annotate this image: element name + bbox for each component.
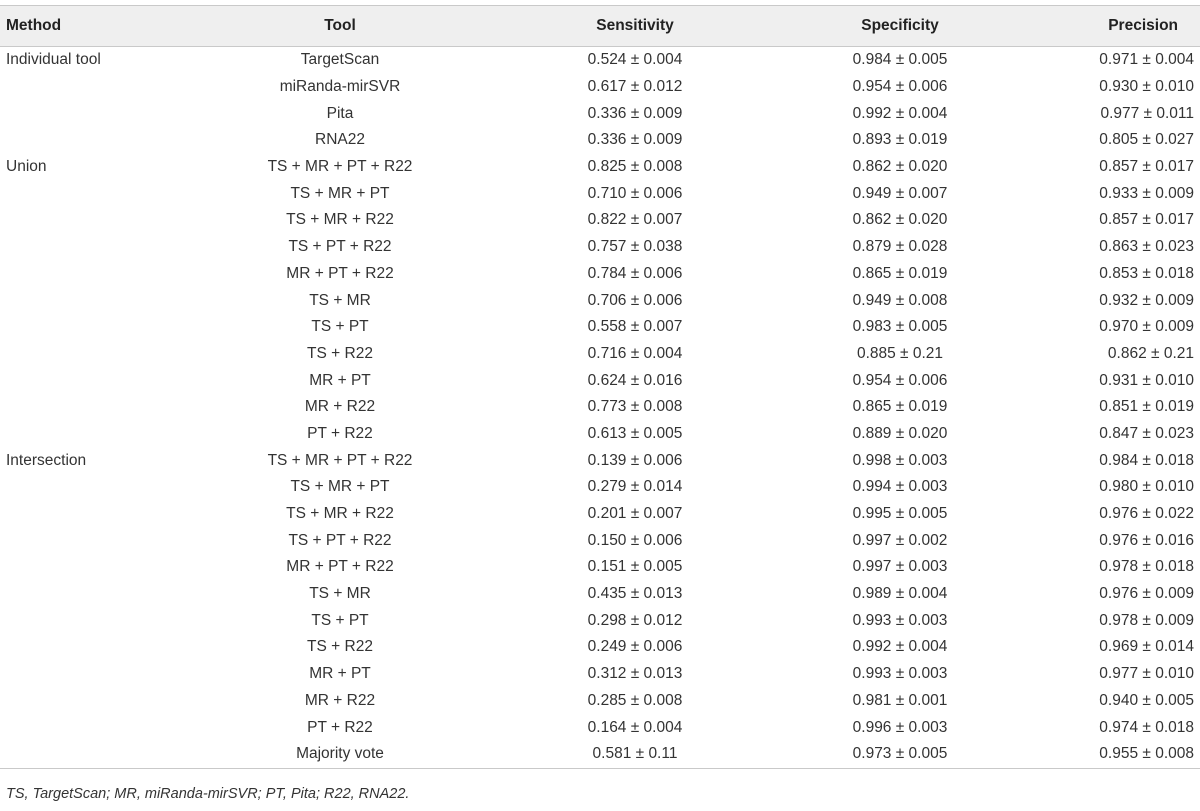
table-row <box>0 447 1200 474</box>
method-cell <box>0 127 180 154</box>
tool-cell: PT + R22 <box>307 424 373 442</box>
precision-cell: 0.931 ± 0.010 <box>1099 371 1194 389</box>
method-cell <box>0 474 180 501</box>
tool-cell: TS + MR + R22 <box>286 211 394 229</box>
method-cell <box>0 501 180 528</box>
precision-cell: 0.930 ± 0.010 <box>1099 78 1194 96</box>
sensitivity-cell: 0.773 ± 0.008 <box>587 398 683 416</box>
table-row <box>0 367 1200 394</box>
sensitivity-cell: 0.581 ± 0.11 <box>500 741 740 768</box>
table-row <box>0 74 1200 101</box>
precision-cell: 0.984 ± 0.018 <box>1099 451 1194 469</box>
table-row <box>0 741 1200 768</box>
table-footnote: TS, TargetScan; MR, miRanda-mirSVR; PT, Pita; R22, RNA22. <box>6 786 410 802</box>
specificity-cell: 0.954 ± 0.006 <box>852 78 948 96</box>
precision-cell: 0.978 ± 0.018 <box>1099 558 1194 576</box>
specificity-cell: 0.993 ± 0.003 <box>852 611 948 629</box>
tool-cell: TS + MR <box>309 291 371 309</box>
tool-cell: Pita <box>326 104 354 122</box>
precision-cell: 0.940 ± 0.005 <box>1099 691 1194 709</box>
precision-cell: 0.857 ± 0.017 <box>1099 211 1194 229</box>
sensitivity-cell: 0.558 ± 0.007 <box>587 318 683 336</box>
method-cell <box>0 261 180 288</box>
table-row <box>0 47 1200 74</box>
method-cell <box>0 314 180 341</box>
method-cell <box>0 394 180 421</box>
specificity-cell: 0.984 ± 0.005 <box>852 51 948 69</box>
precision-cell: 0.971 ± 0.004 <box>1099 51 1194 69</box>
sensitivity-cell: 0.139 ± 0.006 <box>587 451 683 469</box>
sensitivity-cell: 0.716 ± 0.004 <box>587 344 683 362</box>
method-cell: Union <box>6 158 47 176</box>
sensitivity-cell: 0.757 ± 0.038 <box>587 238 683 256</box>
sensitivity-cell: 0.279 ± 0.014 <box>587 478 683 496</box>
method-cell <box>0 688 180 715</box>
tool-cell: TS + MR <box>309 585 371 603</box>
tool-cell: TS + R22 <box>307 638 373 656</box>
tool-cell: TS + MR + PT <box>290 478 390 496</box>
table-row <box>0 501 1200 528</box>
table-row <box>0 634 1200 661</box>
tool-cell: TS + MR + PT + R22 <box>267 451 413 469</box>
tool-cell: MR + PT + R22 <box>286 264 394 282</box>
precision-cell: 0.862 ± 0.21 <box>1107 344 1194 362</box>
method-cell <box>0 527 180 554</box>
sensitivity-cell: 0.336 ± 0.009 <box>587 104 683 122</box>
precision-cell: 0.805 ± 0.027 <box>1099 131 1194 149</box>
method-cell <box>0 634 180 661</box>
table-row <box>0 394 1200 421</box>
header-tool: Tool <box>324 17 356 34</box>
table-row <box>0 207 1200 234</box>
tool-cell: RNA22 <box>315 131 365 149</box>
specificity-cell: 0.998 ± 0.003 <box>852 451 948 469</box>
method-cell <box>0 234 180 261</box>
tool-cell: TS + MR + PT + R22 <box>267 158 413 176</box>
method-cell <box>0 661 180 688</box>
tool-cell: TS + PT <box>311 611 369 629</box>
method-cell <box>0 421 180 448</box>
method-cell <box>0 581 180 608</box>
table-row <box>0 607 1200 634</box>
sensitivity-cell: 0.706 ± 0.006 <box>587 291 683 309</box>
specificity-cell: 0.983 ± 0.005 <box>852 318 948 336</box>
precision-cell: 0.932 ± 0.009 <box>1099 291 1194 309</box>
tool-cell: TS + MR + PT <box>290 184 390 202</box>
table-row <box>0 100 1200 127</box>
header-row <box>0 6 1200 47</box>
sensitivity-cell: 0.150 ± 0.006 <box>587 531 683 549</box>
tool-cell: PT + R22 <box>307 718 373 736</box>
header-specificity: Specificity <box>861 17 939 34</box>
method-cell: Intersection <box>6 451 87 469</box>
header-sensitivity: Sensitivity <box>596 17 674 34</box>
tool-cell: TS + PT + R22 <box>288 238 392 256</box>
precision-cell: 0.974 ± 0.018 <box>1099 718 1194 736</box>
table-row <box>0 127 1200 154</box>
sensitivity-cell: 0.825 ± 0.008 <box>587 158 683 176</box>
tool-cell: TS + MR + R22 <box>286 505 394 523</box>
specificity-cell: 0.992 ± 0.004 <box>852 638 948 656</box>
specificity-cell: 0.973 ± 0.005 <box>740 741 1020 768</box>
method-cell <box>0 607 180 634</box>
specificity-cell: 0.879 ± 0.028 <box>852 238 948 256</box>
method-cell <box>0 287 180 314</box>
table-row <box>0 180 1200 207</box>
precision-cell: 0.863 ± 0.023 <box>1099 238 1194 256</box>
sensitivity-cell: 0.710 ± 0.006 <box>587 184 683 202</box>
tool-cell: MR + R22 <box>304 691 376 709</box>
method-cell <box>0 341 180 368</box>
tool-cell: TS + PT <box>311 318 369 336</box>
specificity-cell: 0.996 ± 0.003 <box>852 718 948 736</box>
table-row <box>0 234 1200 261</box>
header-precision: Precision <box>1108 17 1178 34</box>
method-cell <box>0 100 180 127</box>
specificity-cell: 0.997 ± 0.002 <box>852 531 948 549</box>
method-cell <box>0 741 180 768</box>
sensitivity-cell: 0.298 ± 0.012 <box>587 611 683 629</box>
sensitivity-cell: 0.784 ± 0.006 <box>587 264 683 282</box>
specificity-cell: 0.893 ± 0.019 <box>852 131 948 149</box>
table-row <box>0 287 1200 314</box>
precision-cell: 0.969 ± 0.014 <box>1099 638 1194 656</box>
method-cell <box>0 554 180 581</box>
specificity-cell: 0.949 ± 0.007 <box>852 184 948 202</box>
specificity-cell: 0.954 ± 0.006 <box>852 371 948 389</box>
tool-cell: MR + R22 <box>304 398 376 416</box>
sensitivity-cell: 0.164 ± 0.004 <box>587 718 683 736</box>
precision-cell: 0.976 ± 0.022 <box>1099 505 1194 523</box>
tool-cell: miRanda-mirSVR <box>279 78 401 96</box>
sensitivity-cell: 0.624 ± 0.016 <box>587 371 683 389</box>
precision-cell: 0.970 ± 0.009 <box>1099 318 1194 336</box>
sensitivity-cell: 0.249 ± 0.006 <box>587 638 683 656</box>
specificity-cell: 0.993 ± 0.003 <box>852 665 948 683</box>
table-row <box>0 714 1200 741</box>
specificity-cell: 0.865 ± 0.019 <box>852 264 948 282</box>
table-header <box>0 6 1200 47</box>
precision-cell: 0.851 ± 0.019 <box>1099 398 1194 416</box>
tool-cell: TS + R22 <box>307 344 373 362</box>
specificity-cell: 0.862 ± 0.020 <box>852 211 948 229</box>
precision-cell: 0.977 ± 0.011 <box>1100 104 1194 122</box>
sensitivity-cell: 0.312 ± 0.013 <box>587 665 683 683</box>
table-row <box>0 154 1200 181</box>
sensitivity-cell: 0.435 ± 0.013 <box>587 585 683 603</box>
method-cell <box>0 74 180 101</box>
specificity-cell: 0.995 ± 0.005 <box>852 505 948 523</box>
sensitivity-cell: 0.613 ± 0.005 <box>587 424 683 442</box>
specificity-cell: 0.889 ± 0.020 <box>852 424 948 442</box>
table-row <box>0 527 1200 554</box>
specificity-cell: 0.949 ± 0.008 <box>852 291 948 309</box>
table-row <box>0 688 1200 715</box>
results-table <box>0 5 1200 769</box>
sensitivity-cell: 0.201 ± 0.007 <box>587 505 683 523</box>
tool-cell: TargetScan <box>300 51 380 69</box>
specificity-cell: 0.862 ± 0.020 <box>852 158 948 176</box>
precision-cell: 0.847 ± 0.023 <box>1099 424 1194 442</box>
specificity-cell: 0.981 ± 0.001 <box>852 691 948 709</box>
specificity-cell: 0.865 ± 0.019 <box>852 398 948 416</box>
table-row <box>0 261 1200 288</box>
precision-cell: 0.857 ± 0.017 <box>1099 158 1194 176</box>
precision-cell: 0.853 ± 0.018 <box>1099 264 1194 282</box>
tool-cell: TS + PT + R22 <box>288 531 392 549</box>
method-cell <box>0 180 180 207</box>
sensitivity-cell: 0.285 ± 0.008 <box>587 691 683 709</box>
table-row <box>0 341 1200 368</box>
table-row <box>0 661 1200 688</box>
sensitivity-cell: 0.617 ± 0.012 <box>587 78 683 96</box>
header-method: Method <box>6 17 62 34</box>
table-row <box>0 581 1200 608</box>
sensitivity-cell: 0.524 ± 0.004 <box>587 51 683 69</box>
precision-cell: 0.978 ± 0.009 <box>1099 611 1194 629</box>
sensitivity-cell: 0.822 ± 0.007 <box>587 211 683 229</box>
table-row <box>0 474 1200 501</box>
specificity-cell: 0.994 ± 0.003 <box>852 478 948 496</box>
specificity-cell: 0.992 ± 0.004 <box>852 104 948 122</box>
precision-cell: 0.980 ± 0.010 <box>1099 478 1194 496</box>
method-cell <box>0 367 180 394</box>
tool-cell: Majority vote <box>180 741 500 768</box>
method-cell: Individual tool <box>6 51 101 69</box>
tool-cell: MR + PT <box>309 665 371 683</box>
table-row <box>0 554 1200 581</box>
sensitivity-cell: 0.336 ± 0.009 <box>587 131 683 149</box>
precision-cell: 0.976 ± 0.009 <box>1099 585 1194 603</box>
method-cell <box>0 714 180 741</box>
tool-cell: MR + PT <box>309 371 371 389</box>
tool-cell: MR + PT + R22 <box>286 558 394 576</box>
specificity-cell: 0.885 ± 0.21 <box>856 344 944 362</box>
specificity-cell: 0.997 ± 0.003 <box>852 558 948 576</box>
precision-cell: 0.976 ± 0.016 <box>1099 531 1194 549</box>
method-cell <box>0 207 180 234</box>
precision-cell: 0.955 ± 0.008 <box>1020 741 1200 768</box>
precision-cell: 0.933 ± 0.009 <box>1099 184 1194 202</box>
precision-cell: 0.977 ± 0.010 <box>1099 665 1194 683</box>
sensitivity-cell: 0.151 ± 0.005 <box>587 558 683 576</box>
specificity-cell: 0.989 ± 0.004 <box>852 585 948 603</box>
table-row <box>0 421 1200 448</box>
table-body <box>0 47 1200 769</box>
table-row <box>0 314 1200 341</box>
